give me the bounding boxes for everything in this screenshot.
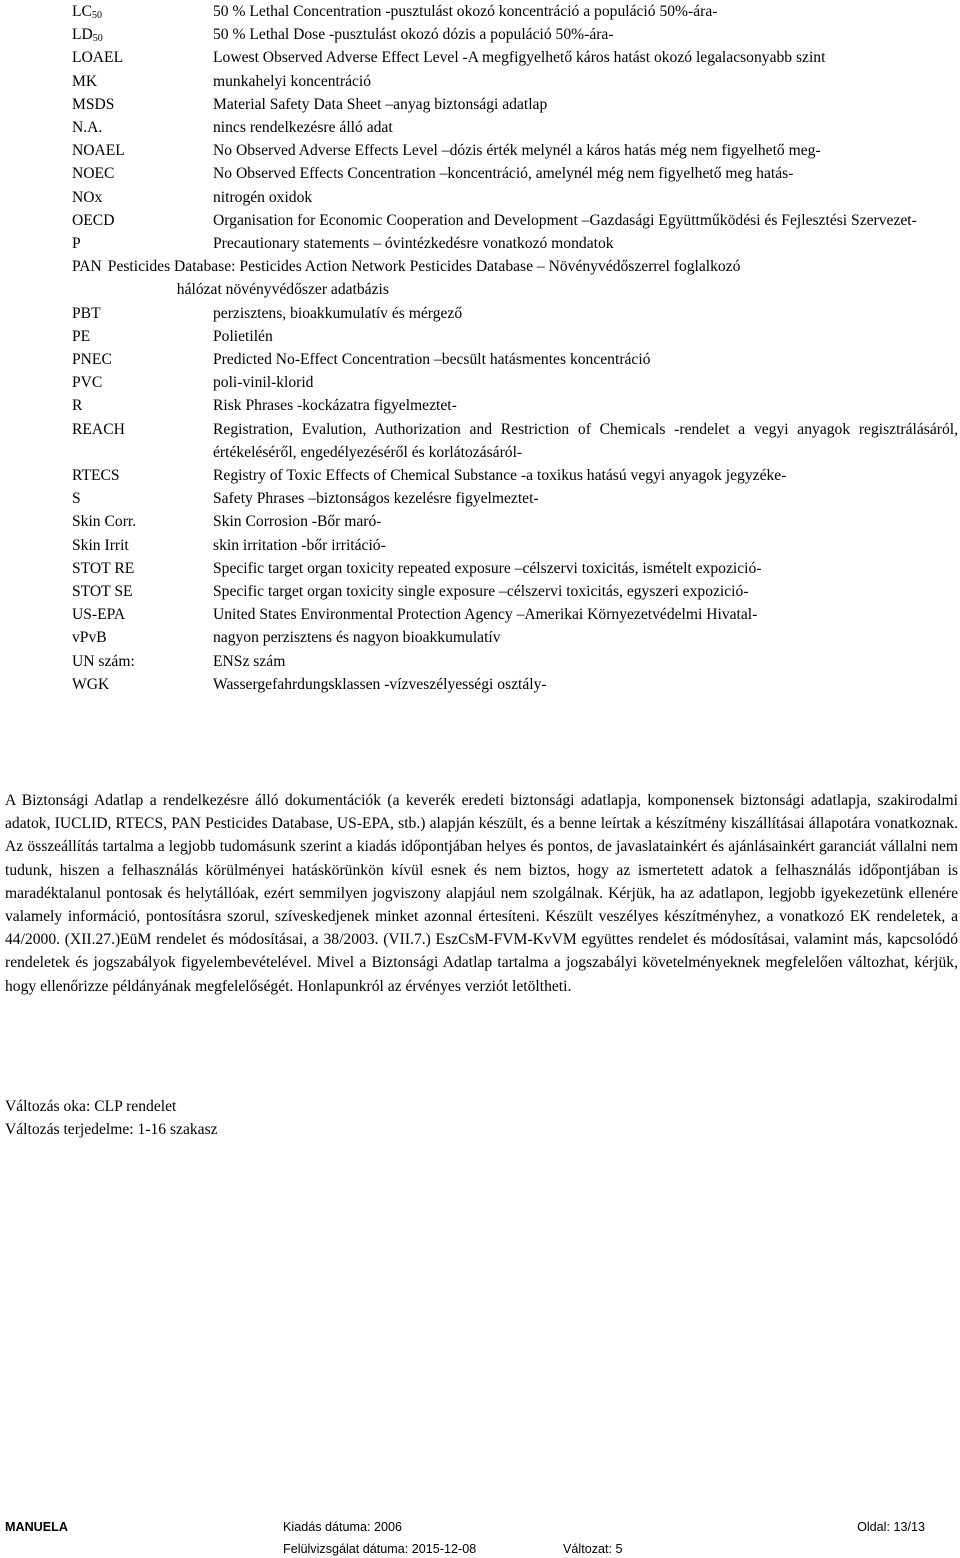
glossary-row (72, 348, 958, 371)
glossary-term-text: OECD (72, 211, 115, 229)
glossary-definition-text: Specific target organ toxicity repeated exposure –célszervi toxicitás, ismételt expozició- (213, 559, 762, 577)
glossary-term (72, 209, 213, 232)
footer-review-date: Felülvizsgálat dátuma: 2015-12-08 (283, 1542, 477, 1556)
glossary-term-text: LOAEL (72, 49, 124, 67)
footer-issue-date: Kiadás dátuma: 2006 (283, 1520, 403, 1534)
glossary-term-text: R (72, 397, 83, 415)
glossary-term-text: STOT RE (72, 559, 135, 577)
glossary-definition-text: Wassergefahrdungsklassen -vízveszélyességi osztály- (213, 675, 547, 693)
glossary-term (72, 46, 213, 69)
disclaimer-paragraph: A Biztonsági Adatlap a rendelkezésre álló dokumentációk (a keverék eredeti biztonsági adatlapja, komponensek biztonsági adatlapja, szakirodalmi adatok, IUCLID, RTECS, PAN Pesticides Database, US-EPA, stb.) alapján készült, és a benne leírtak a készítmény kiszállításai állapotára vonatkoznak. Az összeállítás tartalma a legjobb tudomásunk szerint a kiadás időpontjában helyes és pontos, de javaslatainkért és ajánlásainkért garanciát vállalni nem tudunk, hiszen a felhasználás körülményei hatáskörünkön kívül esnek és nem biztos, hogy az ismertetett adatok a felhasználás időpontjában is maradéktalanul pontosak és helytállóak, ezért semmilyen jogviszony alapjául nem szolgálnak. Kérjük, ha az adatlapon, legjobb igyekezetünk ellenére valamely információ, pontosításra szorul, szíveskedjenek minket azonnal értesíteni. Készült veszélyes készítményhez, a vonatkozó EK rendeletek, a 44/2000. (XII.27.)EüM rendelet és módosításai, a 38/2003. (VII.7.) EszCsM-FVM-KvVM együttes rendelet és módosításai, valamint más, kapcsolódó rendeletek és jogszabályok figyelembevételével. Mivel a Biztonsági Adatlap tartalma a jogszabályi követelményeknek megfelelően változhat, kérjük, hogy ellenőrizze példányának megfelelőségét. Honlapunkról az érvényes verziót letöltheti. (5, 792, 958, 995)
glossary-definition (213, 673, 958, 696)
glossary-term-text: WGK (72, 675, 110, 693)
change-reason: Változás oka: CLP rendelet (5, 1098, 177, 1115)
glossary-definition (213, 557, 958, 580)
glossary-term (72, 23, 213, 46)
glossary-row (72, 394, 958, 417)
glossary-definition (213, 487, 958, 510)
glossary-term-text: MSDS (72, 95, 115, 113)
glossary-term (72, 510, 213, 533)
glossary-definition-text: Specific target organ toxicity single exposure –célszervi toxicitás, egyszeri expozició- (213, 583, 749, 601)
glossary-term-text: LD (72, 26, 93, 44)
glossary-term-text: PE (72, 327, 91, 345)
glossary-definition (213, 162, 958, 185)
glossary-definition-text: Registration, Evalution, Authorization and Restriction of Chemicals -rendelet a vegyi anyagok regisztrálásáról, értékeléséről, engedélyezéséről és korlátozásáról- (213, 420, 958, 461)
glossary-term (72, 325, 213, 348)
glossary-definition-text: Material Safety Data Sheet –anyag biztonsági adatlap (213, 95, 548, 113)
glossary-definition-text: Organisation for Economic Cooperation and Development –Gazdasági Együttműködési és Fejlesztési Szervezet- (213, 211, 917, 229)
glossary-definition-text: ENSz szám (213, 652, 286, 670)
glossary-definition (213, 0, 958, 23)
glossary-term-text: Skin Corr. (72, 513, 137, 531)
glossary-definition-text: Pesticides Database: Pesticides Action Network Pesticides Database – Növényvédőszerrel foglalkozó (107, 258, 741, 276)
glossary-row (72, 464, 958, 487)
glossary-row (72, 70, 958, 93)
glossary-definition (213, 464, 958, 487)
glossary-row (72, 487, 958, 510)
glossary-definition (213, 302, 958, 325)
glossary-row (72, 46, 958, 69)
glossary-term (72, 487, 213, 510)
glossary-row (72, 139, 958, 162)
glossary-definition-text: munkahelyi koncentráció (213, 72, 372, 90)
glossary-definition (213, 23, 958, 46)
glossary-definition (213, 93, 958, 116)
glossary-term-text: Skin Irrit (72, 536, 129, 554)
glossary-term-text: NOx (72, 188, 103, 206)
glossary-term-subscript: 50 (92, 33, 103, 45)
glossary-term-text: PAN (72, 258, 102, 276)
glossary-definition-text: 50 % Lethal Concentration -pusztulást okozó koncentráció a populáció 50%-ára- (213, 3, 718, 20)
glossary-definition-text: Predicted No-Effect Concentration –becsült hatásmentes koncentráció (213, 351, 651, 369)
glossary-definition-text: Risk Phrases -kockázatra figyelmeztet- (213, 397, 457, 415)
glossary-term (72, 673, 213, 696)
glossary-definition (213, 348, 958, 371)
glossary-term-text: PVC (72, 374, 103, 392)
glossary-term (72, 162, 213, 185)
glossary-row (72, 418, 958, 464)
glossary-term (72, 348, 213, 371)
glossary-term (72, 557, 213, 580)
glossary-definition (213, 325, 958, 348)
glossary-definition (213, 209, 958, 232)
glossary-term-text: PNEC (72, 351, 112, 369)
glossary-term-text: S (72, 490, 81, 508)
glossary-definition-text: United States Environmental Protection Agency –Amerikai Környezetvédelmi Hivatal- (213, 606, 758, 624)
glossary-term-text: N.A. (72, 119, 103, 137)
glossary-definition-text: poli-vinil-klorid (213, 374, 314, 392)
glossary-row (72, 232, 958, 255)
glossary-row (72, 23, 958, 46)
glossary-term-text: LC (72, 3, 92, 20)
glossary-row (72, 626, 958, 649)
glossary-definition (213, 116, 958, 139)
glossary-definition (213, 650, 958, 673)
glossary-definition-text: No Observed Adverse Effects Level –dózis érték melynél a káros hatás még nem figyelhető meg- (213, 142, 821, 160)
glossary-term-text: US-EPA (72, 606, 126, 624)
glossary-term (72, 371, 213, 394)
glossary-term (72, 580, 213, 603)
footer-page-number: Oldal: 13/13 (857, 1520, 925, 1534)
glossary-term-text: REACH (72, 420, 125, 438)
glossary-definition-continuation: hálózat növényvédőszer adatbázis (176, 281, 389, 299)
glossary-term (72, 0, 213, 23)
glossary-term (72, 116, 213, 139)
change-scope: Változás terjedelme: 1-16 szakasz (5, 1121, 218, 1138)
glossary-definition (213, 186, 958, 209)
glossary-row (72, 580, 958, 603)
glossary-term (72, 418, 213, 464)
glossary-definition (213, 580, 958, 603)
glossary-row (72, 557, 958, 580)
glossary-definition-text: Safety Phrases –biztonságos kezelésre figyelmeztet- (213, 490, 539, 508)
glossary-row (72, 186, 958, 209)
glossary-definition (213, 394, 958, 417)
glossary-definition (213, 418, 958, 464)
glossary-term (72, 464, 213, 487)
glossary-row (72, 371, 958, 394)
glossary-row (72, 209, 958, 232)
glossary-term (72, 139, 213, 162)
glossary-definition-text: Precautionary statements – óvintézkedésre vonatkozó mondatok (213, 235, 614, 253)
glossary-term-text: RTECS (72, 467, 120, 485)
glossary-term (72, 626, 213, 649)
glossary-definition (213, 603, 958, 626)
glossary-definition-text: skin irritation -bőr irritáció- (213, 536, 386, 554)
glossary-row (72, 673, 958, 696)
glossary-term (72, 186, 213, 209)
glossary-term-text: MK (72, 72, 98, 90)
glossary-term-subscript: 50 (91, 10, 102, 21)
glossary-definition-text: Registry of Toxic Effects of Chemical Substance -a toxikus hatású vegyi anyagok jegyzéke- (213, 467, 787, 485)
glossary-term (72, 255, 102, 301)
glossary-definition (108, 255, 958, 301)
glossary-definition-text: nagyon perzisztens és nagyon bioakkumulatív (213, 629, 501, 647)
glossary-row (72, 116, 958, 139)
glossary-term-text: P (72, 235, 81, 253)
footer-version: Változat: 5 (563, 1542, 623, 1556)
glossary-term (72, 603, 213, 626)
glossary-definition (213, 534, 958, 557)
abbreviation-glossary (72, 0, 958, 696)
glossary-definition (213, 371, 958, 394)
glossary-row (72, 255, 958, 301)
glossary-definition (213, 232, 958, 255)
glossary-definition-text: nitrogén oxidok (213, 188, 313, 206)
glossary-definition-text: No Observed Effects Concentration –koncentráció, amelynél még nem figyelhető meg hatás- (213, 165, 794, 183)
glossary-term-text: NOEC (72, 165, 115, 183)
glossary-term (72, 534, 213, 557)
glossary-definition-text: Polietilén (213, 327, 273, 345)
glossary-term (72, 93, 213, 116)
glossary-definition (213, 626, 958, 649)
glossary-definition (213, 510, 958, 533)
glossary-row (72, 325, 958, 348)
glossary-definition (213, 46, 958, 69)
glossary-definition (213, 70, 958, 93)
glossary-row (72, 650, 958, 673)
glossary-definition-text: Lowest Observed Adverse Effect Level -A megfigyelhető káros hatást okozó legalacsonyabb szint (213, 49, 826, 67)
glossary-row (72, 534, 958, 557)
glossary-term (72, 70, 213, 93)
glossary-term-text: UN szám: (72, 652, 135, 670)
glossary-term-text: PBT (72, 304, 101, 322)
glossary-row (72, 0, 958, 23)
glossary-term-text: NOAEL (72, 142, 125, 160)
glossary-row (72, 603, 958, 626)
glossary-term-text: vPvB (72, 629, 107, 647)
glossary-row (72, 510, 958, 533)
glossary-definition-text: perzisztens, bioakkumulatív és mérgező (213, 304, 463, 322)
glossary-row (72, 93, 958, 116)
glossary-definition-text: nincs rendelkezésre álló adat (213, 119, 393, 137)
glossary-term-text: STOT SE (72, 583, 133, 601)
glossary-term (72, 650, 213, 673)
glossary-definition-text: Skin Corrosion -Bőr maró- (213, 513, 382, 531)
glossary-definition (213, 139, 958, 162)
glossary-row (72, 302, 958, 325)
glossary-term (72, 232, 213, 255)
glossary-definition-text: 50 % Lethal Dose -pusztulást okozó dózis a populáció 50%-ára- (213, 26, 614, 44)
footer-brand: MANUELA (5, 1520, 68, 1534)
glossary-row (72, 162, 958, 185)
glossary-term (72, 394, 213, 417)
glossary-term (72, 302, 213, 325)
